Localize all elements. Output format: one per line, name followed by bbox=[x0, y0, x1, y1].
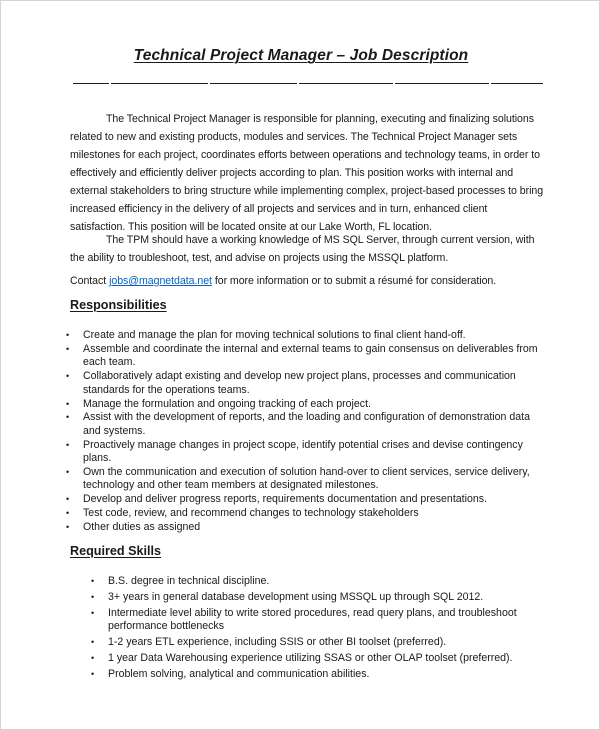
list-item-text: B.S. degree in technical discipline. bbox=[108, 575, 270, 587]
required-skills-list bbox=[91, 575, 538, 684]
list-item-text: Assist with the development of reports, and the loading and configuration of demonstration data and systems. bbox=[83, 411, 530, 437]
bullet-icon: • bbox=[66, 508, 70, 519]
list-item-text: 1-2 years ETL experience, including SSIS or other BI toolset (preferred). bbox=[108, 636, 447, 649]
bullet-icon: • bbox=[91, 653, 95, 664]
bullet-icon: • bbox=[66, 494, 70, 505]
list-item-text: Own the communication and execution of solution hand-over to client services, service delivery, technology and other team members at designated milestones. bbox=[83, 466, 530, 492]
list-item bbox=[66, 329, 543, 342]
separator-gap bbox=[109, 82, 111, 84]
bullet-icon: • bbox=[66, 330, 70, 340]
bullet-icon: • bbox=[91, 637, 95, 648]
separator-gap bbox=[393, 82, 395, 84]
bullet-icon: • bbox=[66, 522, 70, 533]
list-item-text: 1 year Data Warehousing experience utilizing SSAS or other OLAP toolset (preferred). bbox=[108, 652, 513, 665]
list-item-text: Create and manage the plan for moving technical solutions to final client hand-off. bbox=[83, 329, 466, 341]
list-item bbox=[66, 411, 543, 438]
list-item-text: 3+ years in general database development using MSSQL up through SQL 2012. bbox=[108, 590, 484, 603]
bullet-icon: • bbox=[91, 591, 95, 602]
list-item-text: Intermediate level ability to write stored procedures, read query plans, and troubleshoot performance bottlenecks bbox=[108, 606, 517, 633]
bullet-icon: • bbox=[66, 467, 70, 478]
title-separator-line bbox=[73, 83, 543, 84]
bullet-icon: • bbox=[66, 439, 70, 450]
bullet-icon: • bbox=[66, 398, 70, 409]
bullet-icon: • bbox=[91, 607, 95, 618]
list-item bbox=[66, 397, 543, 411]
contact-suffix: for more information or to submit a résumé for consideration. bbox=[211, 275, 497, 287]
document-title bbox=[1, 47, 600, 65]
contact-paragraph bbox=[70, 272, 545, 290]
tpm-paragraph bbox=[70, 231, 545, 267]
list-item bbox=[66, 342, 543, 370]
list-item-text: Proactively manage changes in project scope, identify potential crises and devise contingency plans. bbox=[83, 438, 523, 465]
list-item bbox=[91, 590, 538, 605]
bullet-icon: • bbox=[91, 669, 95, 680]
list-item bbox=[66, 466, 543, 493]
bullet-icon: • bbox=[66, 412, 70, 423]
list-item-text: Collaboratively adapt existing and develop new project plans, processes and communication standards for the operations teams. bbox=[83, 370, 516, 396]
separator-gap bbox=[489, 82, 491, 84]
contact-prefix: Contact bbox=[70, 275, 110, 287]
list-item bbox=[66, 493, 543, 506]
intro-paragraph bbox=[70, 110, 545, 236]
intro-paragraph-text: The Technical Project Manager is responsible for planning, executing and finalizing solutions related to new and existing products, modules and services. The Technical Project Manager sets milestones for each project, coordinates efforts between operations and technology teams, in order to effectively and efficiently deliver projects according to plan. This position works with internal and external stakeholders to bring structure while implementing complex, project-based processes to bring increased efficiency in the delivery of all projects and services and in turn, enhanced client satisfaction. This position will be located onsite at our Lake Worth, FL location. bbox=[70, 113, 544, 233]
list-item bbox=[91, 668, 538, 682]
list-item bbox=[66, 507, 543, 520]
bullet-icon: • bbox=[66, 371, 70, 382]
list-item bbox=[91, 606, 538, 634]
bullet-icon: • bbox=[91, 576, 95, 586]
document-title-text: Technical Project Manager – Job Description bbox=[133, 47, 469, 64]
list-item-text: Develop and deliver progress reports, requirements documentation and presentations. bbox=[83, 493, 487, 506]
contact-email-link[interactable]: jobs@magnetdata.net bbox=[109, 275, 212, 287]
list-item bbox=[66, 370, 543, 397]
list-item bbox=[91, 636, 538, 650]
list-item-text: Assemble and coordinate the internal and external teams to gain consensus on deliverables from each team. bbox=[83, 342, 538, 369]
required-skills-heading: Required Skills bbox=[70, 544, 161, 558]
tpm-paragraph-text: The TPM should have a working knowledge of MS SQL Server, through current version, with the ability to troubleshoot, test, and advise on projects using the MSSQL platform. bbox=[70, 234, 535, 264]
responsibilities-list bbox=[66, 329, 543, 535]
responsibilities-heading: Responsibilities bbox=[70, 298, 167, 312]
list-item-text: Problem solving, analytical and communication abilities. bbox=[108, 668, 370, 681]
list-item-text: Other duties as assigned bbox=[83, 521, 201, 534]
bullet-icon: • bbox=[66, 343, 70, 354]
list-item-text: Test code, review, and recommend changes to technology stakeholders bbox=[83, 507, 419, 520]
list-item bbox=[91, 575, 538, 589]
list-item bbox=[91, 652, 538, 666]
list-item bbox=[66, 438, 543, 466]
list-item-text: Manage the formulation and ongoing tracking of each project. bbox=[83, 397, 371, 410]
separator-gap bbox=[297, 82, 299, 84]
list-item bbox=[66, 521, 543, 534]
separator-gap bbox=[208, 82, 210, 84]
